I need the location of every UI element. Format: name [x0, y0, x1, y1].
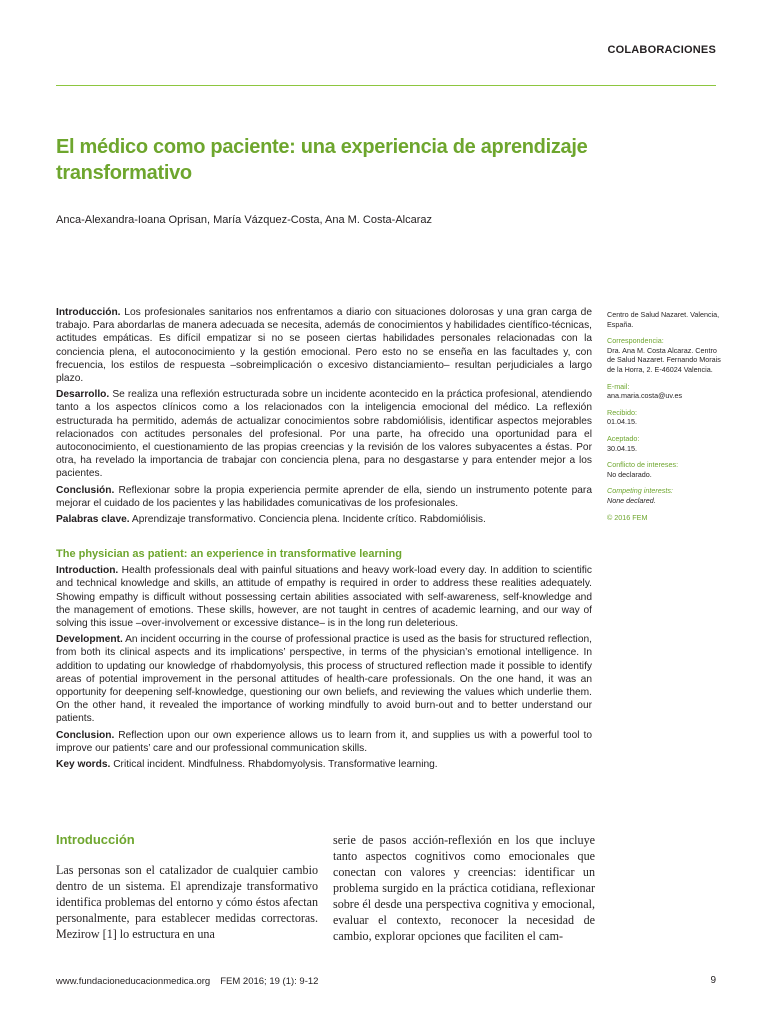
page-number: 9: [710, 975, 716, 986]
body-column-right: [333, 832, 595, 944]
email-label: E-mail:: [607, 381, 630, 391]
abstract-en-dev-label: Development.: [56, 634, 123, 646]
abstract-en-development: [56, 633, 592, 725]
correspondence-text: Dra. Ana M. Costa Alcaraz. Centro de Salud Nazaret. Fernando Morais de la Horra, 2. E-46024 Valencia.: [607, 345, 721, 374]
abstract-es-kw-label: Palabras clave.: [56, 514, 130, 526]
abstract-es-concl-label: Conclusión.: [56, 484, 115, 496]
abstract-es-keywords: [56, 513, 592, 526]
accepted-label: Aceptado:: [607, 433, 640, 443]
abstract-en-keywords: [56, 758, 592, 771]
conflict-label: Conflicto de intereses:: [607, 460, 679, 470]
footer-url: www.fundacioneducacionmedica.org: [56, 976, 211, 987]
conflict-block: [607, 460, 725, 479]
abstract-en-conclusion: [56, 729, 592, 755]
abstract-es-intro-label: Introducción.: [56, 307, 121, 318]
abstract-es-kw-text: Aprendizaje transformativo. Conciencia plena. Incidente crítico. Rabdomiólisis.: [131, 514, 486, 526]
abstract-en-kw-text: Critical incident. Mindfulness. Rhabdomyolysis. Transformative learning.: [113, 759, 438, 771]
abstract-en-title: The physician as patient: an experience in transformative learning: [56, 548, 402, 560]
abstract-en-concl-label: Conclusion.: [56, 729, 115, 741]
received-date: 01.04.15.: [607, 417, 637, 427]
body-paragraph: Las personas son el catalizador de cualquier cambio dentro de un sistema. El aprendizaje transformativo identifica problemas del entorno y cómo éstos afectan personalmente, para establecer medidas correctoras. Mezirow [1] lo estructura en una: [56, 863, 318, 941]
abstract-es-concl-text: Reflexionar sobre la propia experiencia permite aprender de ella, siendo un instrumento potente para mejorar el cuidado de los pacientes y las habilidades comunicativas de los profesionales.: [56, 484, 592, 509]
abstract-en-introduction: [56, 564, 592, 630]
abstract-english: [56, 548, 592, 774]
affiliation: Centro de Salud Nazaret. Valencia, España.: [607, 310, 720, 329]
section-label: COLABORACIONES: [607, 44, 716, 56]
accepted-date: 30.04.15.: [607, 443, 637, 453]
correspondence-label: Correspondencia:: [607, 336, 664, 346]
email-block: [607, 382, 725, 401]
correspondence-block: [607, 336, 725, 374]
abstract-es-development: [56, 388, 592, 480]
abstract-es-introduction: [56, 306, 592, 385]
abstract-es-dev-text: Se realiza una reflexión estructurada sobre un incidente acontecido en la práctica profesional, atendiendo tanto a los aspectos clínicos como a los relacionados con la inteligencia emocional del médico. La reflexión estructurada ha permitido, además de actualizar conocimientos sobre rabdomiólisis, identificar aspectos mejorables relacionados con actitudes personales del profesional. Por una parte, ha ofrecido una oportunidad para el autoconocimiento, el cuestionamiento de las propias creencias y la revisión de los valores subyacentes a éstas. Por otra, ha revelado la importancia de trabajar con conciencia plena, para no desgastarse y para entender mejor a los pacientes.: [56, 389, 592, 480]
article-authors: Anca-Alexandra-Ioana Oprisan, María Vázquez-Costa, Ana M. Costa-Alcaraz: [56, 214, 433, 226]
abstract-spanish: [56, 306, 592, 529]
received-block: [607, 408, 725, 427]
body-column-left: [56, 832, 318, 942]
competing-text: None declared.: [607, 495, 656, 505]
footer-citation: FEM 2016; 19 (1): 9-12: [220, 976, 319, 987]
article-title: El médico como paciente: una experiencia de aprendizaje transformativo: [56, 136, 588, 184]
competing-block: [607, 486, 725, 505]
accepted-block: [607, 434, 725, 453]
article-info-sidebar: [607, 310, 725, 529]
page-footer: [56, 976, 318, 987]
abstract-es-dev-label: Desarrollo.: [56, 389, 110, 401]
abstract-en-intro-label: Introduction.: [56, 565, 119, 577]
received-label: Recibido:: [607, 407, 637, 417]
abstract-es-conclusion: [56, 484, 592, 510]
competing-label: Competing interests:: [607, 486, 673, 496]
abstract-en-dev-text: An incident occurring in the course of professional practice is used as the basis for structured reflection, from both its clinical aspects and its implications’ perspective, in terms of the physician’s emotional intelligence. In addition to updating our knowledge of rhabdomyolysis, this process of structured reflection made it possible to identify areas of potential improvement in the personal attitudes of health-care professionals. On the one hand, it was an opportunity for deepening self-knowledge, questioning our own beliefs, and reviewing the values which underlie them. On the other hand, it revealed the importance of working mindfully to avoid burn-out and to better understand our patients.: [56, 634, 592, 725]
email-address: ana.maria.costa@uv.es: [607, 391, 683, 401]
section-heading: Introducción: [56, 832, 135, 847]
abstract-es-intro-text: Los profesionales sanitarios nos enfrentamos a diario con situaciones dolorosas y una gran carga de trabajo. Para abordarlas de manera adecuada se necesita, además de conocimientos y habilidades científico-técnicas, actitudes empáticas. Es difícil empatizar si no se poseen ciertas habilidades personales relacionadas con la conciencia plena, el autoconocimiento y la gestión emocional. Pero esto no se enseña en las facultades y, con frecuencia, los estilos de respuesta –sobreimplicación o excesivo distanciamiento– resultan perjudiciales a largo plazo.: [56, 307, 592, 385]
copyright: © 2016 FEM: [607, 512, 648, 522]
body-paragraph: serie de pasos acción-reflexión en los que incluye tanto aspectos cognitivos como emocionales que conectan con valores y creencias: identificar un problema surgido en la práctica cotidiana, reflexionar sobre él desde una perspectiva cognitiva y emocional, evaluar el contexto, reconocer la necesidad de cambio, explorar opciones que faciliten el cam-: [333, 833, 595, 943]
conflict-text: No declarado.: [607, 469, 652, 479]
abstract-en-concl-text: Reflection upon our own experience allows us to learn from it, and supplies us with a powerful tool to improve our patients’ care and our professional communication skills.: [56, 729, 592, 754]
header-rule: [56, 85, 716, 86]
abstract-en-intro-text: Health professionals deal with painful situations and heavy work-load every day. In addition to scientific and technical knowledge and skills, an attitude of empathy is required in order to address these realities adequately. Showing empathy is difficult without possessing certain abilities associated with self-awareness, self-knowledge and the management of emotions. These skills, however, are not taught in centres of academic learning, and our way of solving this issue –over-involvement or excessive distance– is in the long run deleterious.: [56, 565, 592, 630]
abstract-en-kw-label: Key words.: [56, 759, 111, 771]
